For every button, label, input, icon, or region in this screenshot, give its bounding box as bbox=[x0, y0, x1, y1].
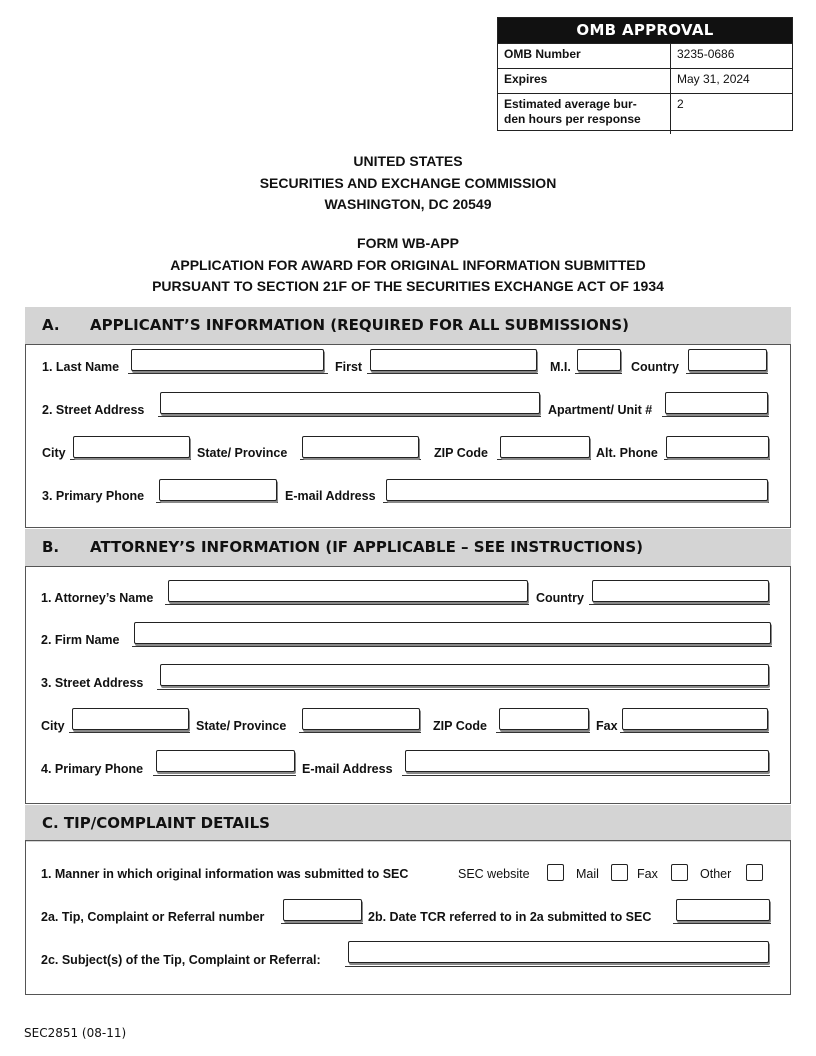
b-fax-field[interactable] bbox=[622, 708, 768, 730]
omb-burden-label-line2: den hours per response bbox=[504, 112, 641, 126]
agency-line-1: UNITED STATES bbox=[353, 153, 463, 169]
form-id: FORM WB-APP bbox=[357, 235, 459, 251]
c-tcr-date-label: 2b. Date TCR referred to in 2a submitted to SEC bbox=[368, 910, 652, 924]
c-tcr-date-field[interactable] bbox=[676, 899, 770, 921]
a-zip-underline bbox=[497, 459, 591, 460]
a-primary-phone-field[interactable] bbox=[159, 479, 277, 501]
omb-row-expires bbox=[498, 68, 792, 93]
b-country-label: Country bbox=[536, 591, 584, 605]
a-city-label: City bbox=[42, 446, 66, 460]
a-alt-phone-field[interactable] bbox=[666, 436, 769, 458]
b-zip-label: ZIP Code bbox=[433, 719, 487, 733]
b-fax-label: Fax bbox=[596, 719, 618, 733]
section-b-letter: B. bbox=[42, 538, 60, 556]
a-street-underline bbox=[158, 416, 541, 417]
b-state-underline bbox=[299, 732, 421, 733]
a-email-underline bbox=[383, 502, 769, 503]
a-primary-phone-label: 3. Primary Phone bbox=[42, 489, 145, 503]
b-firm-name-label: 2. Firm Name bbox=[41, 633, 120, 647]
a-mi-field[interactable] bbox=[577, 349, 621, 371]
c-manner-label: 1. Manner in which original information was submitted to SEC bbox=[41, 867, 409, 881]
b-firm-name-field[interactable] bbox=[134, 622, 771, 644]
a-state-field[interactable] bbox=[302, 436, 419, 458]
a-country-underline bbox=[686, 373, 768, 374]
b-city-field[interactable] bbox=[72, 708, 189, 730]
c-sec-website-checkbox[interactable] bbox=[547, 864, 564, 881]
a-state-underline bbox=[300, 459, 421, 460]
b-street-label: 3. Street Address bbox=[41, 676, 144, 690]
b-primary-phone-underline bbox=[153, 775, 296, 776]
a-first-name-field[interactable] bbox=[370, 349, 537, 371]
b-street-field[interactable] bbox=[160, 664, 769, 686]
section-b-header bbox=[25, 529, 791, 566]
b-email-label: E-mail Address bbox=[302, 762, 393, 776]
c-subjects-underline bbox=[345, 966, 770, 967]
omb-burden-label bbox=[498, 94, 671, 134]
a-last-name-underline bbox=[128, 373, 328, 374]
omb-approval-box bbox=[497, 17, 793, 131]
b-country-underline bbox=[589, 604, 770, 605]
c-mail-checkbox[interactable] bbox=[611, 864, 628, 881]
a-alt-phone-underline bbox=[664, 459, 770, 460]
section-b-title: ATTORNEY’S INFORMATION (IF APPLICABLE – SEE INSTRUCTIONS) bbox=[90, 538, 643, 556]
b-email-field[interactable] bbox=[405, 750, 769, 772]
omb-burden-value: 2 bbox=[677, 97, 684, 111]
b-primary-phone-label: 4. Primary Phone bbox=[41, 762, 144, 776]
b-city-label: City bbox=[41, 719, 65, 733]
a-last-name-label: 1. Last Name bbox=[42, 360, 120, 374]
a-primary-phone-underline bbox=[156, 502, 278, 503]
b-attorney-name-underline bbox=[165, 604, 529, 605]
section-a-letter: A. bbox=[42, 316, 60, 334]
omb-number-label: OMB Number bbox=[498, 44, 671, 68]
a-city-underline bbox=[70, 459, 191, 460]
b-fax-underline bbox=[620, 732, 769, 733]
c-fax-checkbox[interactable] bbox=[671, 864, 688, 881]
omb-expires-label: Expires bbox=[498, 69, 671, 93]
b-primary-phone-field[interactable] bbox=[156, 750, 295, 772]
c-mail-label: Mail bbox=[576, 867, 599, 881]
a-apt-underline bbox=[662, 416, 769, 417]
omb-burden-label-line1: Estimated average bur- bbox=[504, 97, 637, 111]
b-state-label: State/ Province bbox=[196, 719, 287, 733]
a-zip-label: ZIP Code bbox=[434, 446, 488, 460]
b-zip-underline bbox=[496, 732, 590, 733]
section-c-header bbox=[25, 805, 791, 842]
section-c-title: C. TIP/COMPLAINT DETAILS bbox=[42, 814, 270, 832]
omb-expires-value: May 31, 2024 bbox=[677, 72, 750, 86]
b-attorney-name-field[interactable] bbox=[168, 580, 528, 602]
a-first-name-underline bbox=[367, 373, 538, 374]
form-title-line-1: APPLICATION FOR AWARD FOR ORIGINAL INFORMATION SUBMITTED bbox=[170, 257, 646, 273]
a-country-field[interactable] bbox=[688, 349, 767, 371]
section-a-header bbox=[25, 307, 791, 344]
omb-row-number bbox=[498, 43, 792, 68]
c-tcr-number-field[interactable] bbox=[283, 899, 362, 921]
a-apt-label: Apartment/ Unit # bbox=[548, 403, 653, 417]
a-email-field[interactable] bbox=[386, 479, 768, 501]
a-email-label: E-mail Address bbox=[285, 489, 376, 503]
c-subjects-label: 2c. Subject(s) of the Tip, Complaint or Referral: bbox=[41, 953, 321, 967]
c-subjects-field[interactable] bbox=[348, 941, 769, 963]
omb-heading: OMB APPROVAL bbox=[498, 18, 792, 43]
a-apt-field[interactable] bbox=[665, 392, 768, 414]
a-alt-phone-label: Alt. Phone bbox=[596, 446, 658, 460]
a-last-name-field[interactable] bbox=[131, 349, 324, 371]
b-street-underline bbox=[157, 689, 770, 690]
b-attorney-name-label: 1. Attorney’s Name bbox=[41, 591, 154, 605]
c-tcr-date-underline bbox=[673, 923, 771, 924]
b-email-underline bbox=[402, 775, 770, 776]
a-mi-label: M.I. bbox=[550, 360, 571, 374]
a-zip-field[interactable] bbox=[500, 436, 590, 458]
c-fax-label: Fax bbox=[637, 867, 658, 881]
a-street-field[interactable] bbox=[160, 392, 540, 414]
b-state-field[interactable] bbox=[302, 708, 420, 730]
c-sec-website-label: SEC website bbox=[458, 867, 530, 881]
agency-line-2: SECURITIES AND EXCHANGE COMMISSION bbox=[259, 175, 557, 191]
b-city-underline bbox=[69, 732, 190, 733]
c-tcr-number-label: 2a. Tip, Complaint or Referral number bbox=[41, 910, 265, 924]
a-first-name-label: First bbox=[335, 360, 363, 374]
a-country-label: Country bbox=[631, 360, 679, 374]
a-mi-underline bbox=[575, 373, 622, 374]
form-title-line-2: PURSUANT TO SECTION 21F OF THE SECURITIES EXCHANGE ACT OF 1934 bbox=[152, 278, 664, 294]
agency-line-3: WASHINGTON, DC 20549 bbox=[324, 196, 492, 212]
b-firm-name-underline bbox=[132, 646, 772, 647]
a-state-label: State/ Province bbox=[197, 446, 288, 460]
a-street-label: 2. Street Address bbox=[42, 403, 145, 417]
c-other-label: Other bbox=[700, 867, 732, 881]
b-country-field[interactable] bbox=[592, 580, 769, 602]
c-other-checkbox[interactable] bbox=[746, 864, 763, 881]
omb-row-burden bbox=[498, 93, 792, 134]
a-city-field[interactable] bbox=[73, 436, 190, 458]
section-a-title: APPLICANT’S INFORMATION (REQUIRED FOR ALL SUBMISSIONS) bbox=[90, 316, 630, 334]
b-zip-field[interactable] bbox=[499, 708, 589, 730]
c-tcr-number-underline bbox=[281, 923, 363, 924]
omb-number-value: 3235-0686 bbox=[677, 47, 735, 61]
form-code-footer: SEC2851 (08-11) bbox=[24, 1026, 127, 1040]
